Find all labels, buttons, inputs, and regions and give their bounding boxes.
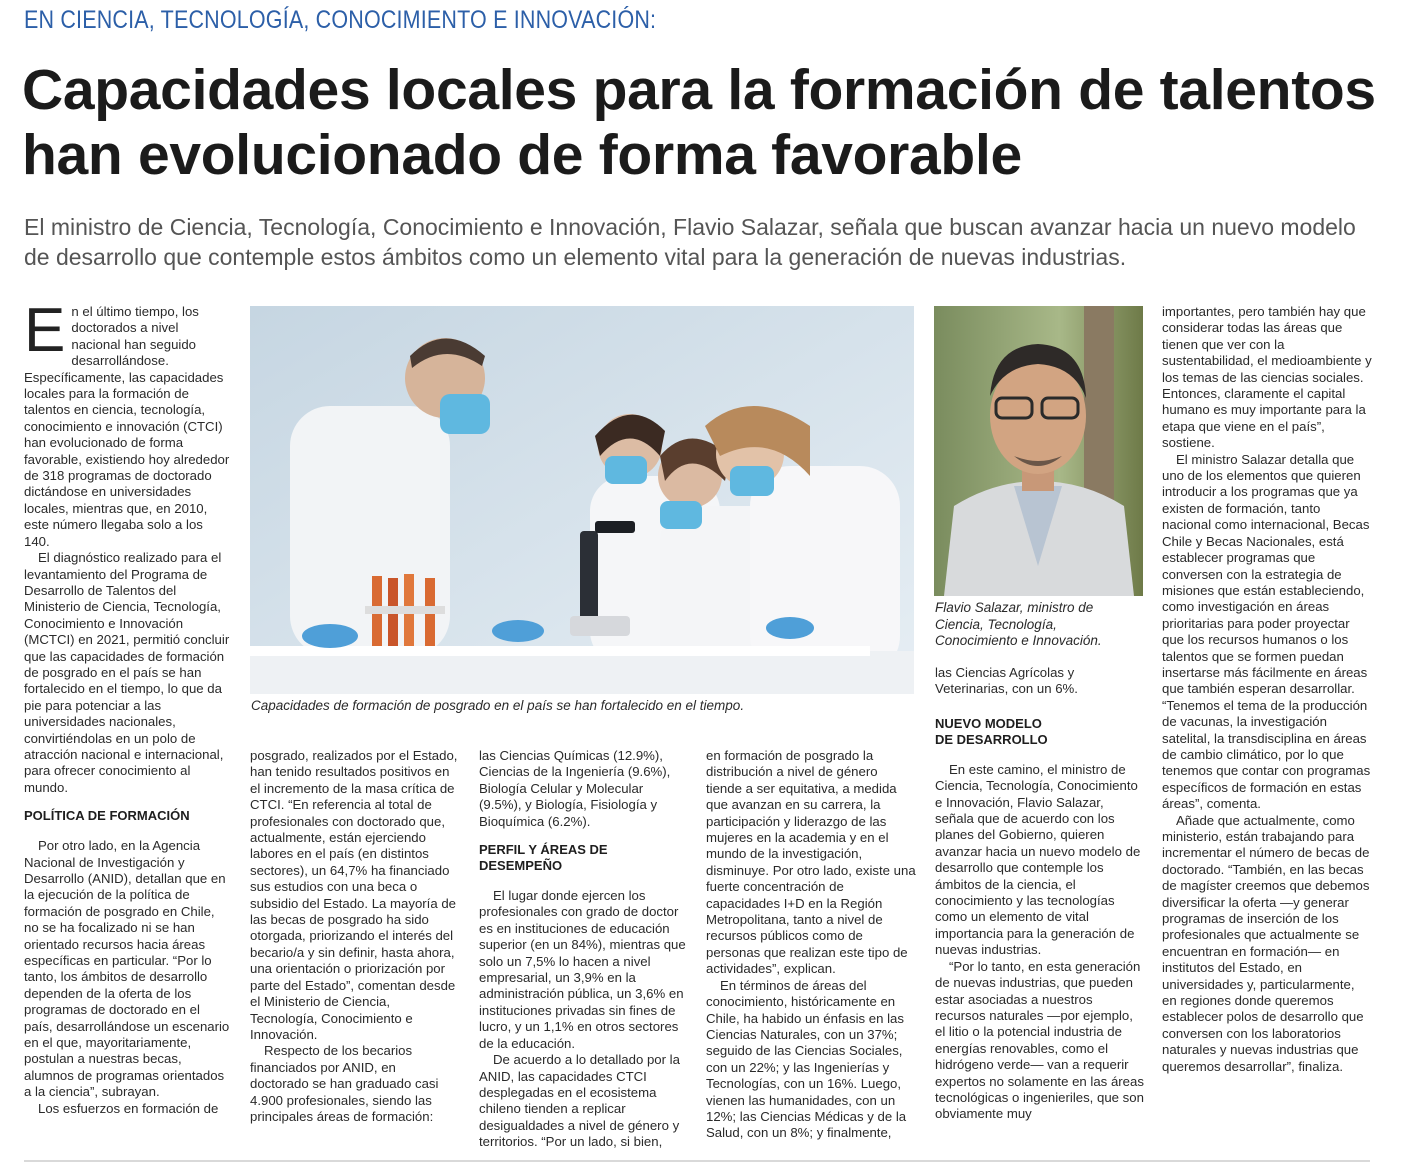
portrait-photo bbox=[934, 306, 1143, 596]
paragraph: importantes, pero también hay que considerar todas las áreas que tienen que ver con la sustentabilidad, el medioambiente y los temas de las ciencias sociales. Entonces, claramente el capital humano es muy importante para la etapa que viene en el país”, sostiene. bbox=[1162, 304, 1372, 451]
section-heading bbox=[935, 716, 1145, 748]
paragraph: En términos de áreas del conocimiento, históricamente en Chile, ha habido un énfasis en las Ciencias Naturales, con un 37%; seguido de las Ciencias Sociales, con un 22%; y las Ingenierías y Tecnologías, con un 16%. Luego, vienen las humanidades, con un 12%; las Ciencias Médicas y de la Salud, con un 8%; y finalmente, bbox=[706, 977, 907, 1141]
paragraph: Añade que actualmente, como ministerio, están trabajando para incrementar el número de becas de doctorado. “También, en las becas de magíster creemos que debemos diversificar la oferta —y generar programas de inserción de los profesionales que actualmente se encuentran en formación— en institutos del Estado, en universidades y, particularmente, en regiones donde queremos establecer polos de desarrollo que conversen con los laboratorios naturales y nuevas industrias que queremos desarrollar”, finaliza. bbox=[1162, 812, 1370, 1074]
section-heading: PERFIL Y ÁREAS DE DESEMPEÑO bbox=[479, 842, 608, 874]
article-column-4 bbox=[706, 748, 916, 1142]
minister-portrait-illustration bbox=[934, 306, 1143, 596]
lab-scientists-illustration bbox=[250, 306, 914, 694]
drop-cap: E bbox=[24, 296, 66, 365]
article-column-1 bbox=[24, 296, 230, 1117]
section-heading: POLÍTICA DE FORMACIÓN bbox=[24, 808, 190, 824]
paragraph: Los esfuerzos en formación de bbox=[38, 1100, 219, 1116]
paragraph: El lugar donde ejercen los profesionales con grado de doctor es en instituciones de educación superior (en un 84%), mientras que solo un 7,5% lo hacen a nivel empresarial, un 3,9% en la administración pública, un 3,6% en instituciones privadas sin fines de lucro, y un 1,1% en otros sectores de la educación. bbox=[479, 888, 686, 1051]
paragraph: El ministro Salazar detalla que uno de los elementos que quieren introducir a los programas que ya existen de formación, tanto nacional como internacional, Becas Chile y Becas Nacionales, está establecer programas que conversen con la estrategia de misiones que están estableciendo, como investigación en áreas prioritarias para poder proyectar que los recursos humanos o los talentos que se formen puedan insertarse más fácilmente en áreas que también esperan desarrollar. “Tenemos el tema de la producción de vacunas, la investigación satelital, la transdisciplina en áreas de cambio climático, por lo que tenemos que contar con programas específicos de formación en estas áreas”, comenta. bbox=[1162, 451, 1371, 812]
heading-line: DE DESARROLLO bbox=[935, 731, 1048, 747]
article-column-5 bbox=[935, 665, 1145, 1123]
section-kicker: EN CIENCIA, TECNOLOGÍA, CONOCIMIENTO E INNOVACIÓN: bbox=[24, 6, 657, 34]
paragraph: Respecto de los becarios financiados por ANID, en doctorado se han graduado casi 4.900 profesionales, siendo las principales áreas de formación: bbox=[250, 1043, 439, 1124]
paragraph: las Ciencias Agrícolas y Veterinarias, con un 6%. bbox=[935, 665, 1078, 697]
article-column-3 bbox=[479, 748, 687, 1151]
deck-subtitle: El ministro de Ciencia, Tecnología, Conocimiento e Innovación, Flavio Salazar, señala que buscan avanzar hacia un nuevo modelo de desarrollo que contemple estos ámbitos como un elemento vital para la generación de nuevas industrias. bbox=[24, 214, 1356, 270]
paragraph: las Ciencias Químicas (12.9%), Ciencias de la Ingeniería (9.6%), Biología Celular y Molecular (9.5%), y Biología, Fisiología y Bioquímica (6.2%). bbox=[479, 748, 671, 829]
paragraph: Por otro lado, en la Agencia Nacional de Investigación y Desarrollo (ANID), detallan que en la ejecución de la política de formación de posgrado en Chile, no se ha focalizado ni se han orientado recursos hacia áreas específicas en particular. “Por lo tanto, los ámbitos de desarrollo dependen de la oferta de los programas de doctorado en el país, desarrollándose un escenario en el que, mayoritariamente, postulan a nuestras becas, alumnos de programas orientados a la ciencia”, subrayan. bbox=[24, 838, 230, 1100]
paragraph: posgrado, realizados por el Estado, han tenido resultados positivos en el incremento de la masa crítica de CTCI. “En referencia al total de profesionales con doctorado que, actualmente, están ejerciendo labores en el país (en distintos sectores), un 64,7% ha financiado sus estudios con una beca o subsidio del Estado. La mayoría de las becas de posgrado ha sido otorgada, priorizando el interés del becario/a y sin definir, hasta ahora, una orientación o priorización por parte del Estado”, comentan desde el Ministerio de Ciencia, Tecnología, Conocimiento e Innovación. bbox=[250, 748, 458, 1042]
lab-photo bbox=[250, 306, 914, 694]
article-column-2 bbox=[250, 748, 458, 1125]
paragraph: en formación de posgrado la distribución a nivel de género tiende a ser equitativa, a medida que avanzan en su carrera, la participación y liderazgo de las mujeres en la academia y en el mundo de la investigación, disminuye. Por otro lado, existe una fuerte concentración de capacidades I+D en la Región Metropolitana, tanto a nivel de recursos públicos como de personas que realizan este tipo de actividades”, explican. bbox=[706, 748, 916, 977]
article-column-6 bbox=[1162, 304, 1372, 1075]
paragraph: En este camino, el ministro de Ciencia, Tecnología, Conocimiento e Innovación, Flavio Salazar, señala que de acuerdo con los planes del Gobierno, quieren avanzar hacia un nuevo modelo de desarrollo que contemple los ámbitos de la ciencia, el conocimiento y las tecnologías como un elemento de vital importancia para la generación de nuevas industrias. bbox=[935, 761, 1141, 958]
paragraph: De acuerdo a lo detallado por la ANID, las capacidades CTCI desplegadas en el ecosistema chileno tienden a replicar desigualdades a nivel de género y territorios. “Por un lado, si bien, bbox=[479, 1052, 680, 1150]
paragraph: El diagnóstico realizado para el levantamiento del Programa de Desarrollo de Talentos del Ministerio de Ciencia, Tecnología, Conocimiento e Innovación (MCTCI) en 2021, permitió concluir que las capacidades de formación de posgrado en el país se han fortalecido en el tiempo, lo que da pie para potenciar a las universidades nacionales, convirtiéndolas en un polo de atracción nacional e internacional, para ofrecer conocimiento al mundo. bbox=[24, 550, 230, 795]
portrait-caption: Flavio Salazar, ministro de Ciencia, Tecnología, Conocimiento e Innovación. bbox=[935, 600, 1102, 648]
paragraph: “Por lo tanto, en esta generación de nuevas industrias, que pueden estar asociadas a nuestros recursos naturales —por ejemplo, el litio o la potencial industria de energías renovables, como el hidrógeno verde— van a requerir expertos no solamente en las áreas tecnológicas o ingenieriles, que son obviamente muy bbox=[935, 958, 1144, 1122]
lab-photo-caption: Capacidades de formación de posgrado en el país se han fortalecido en el tiempo. bbox=[251, 698, 745, 713]
bottom-rule bbox=[24, 1160, 1370, 1162]
paragraph: n el último tiempo, los doctorados a nivel nacional han seguido desarrollándose. Específicamente, las capacidades locales para la formación de talentos en ciencia, tecnología, conocimiento e innovación (CTCI) han evolucionado de forma favorable, existiendo hoy alrededor de 318 programas de doctorado dictándose en universidades locales, mientras que, en 2010, este número llegaba solo a los 140. bbox=[24, 304, 230, 549]
heading-line: NUEVO MODELO bbox=[935, 715, 1042, 731]
headline: Capacidades locales para la formación de talentos han evolucionado de forma favorable bbox=[22, 58, 1376, 187]
